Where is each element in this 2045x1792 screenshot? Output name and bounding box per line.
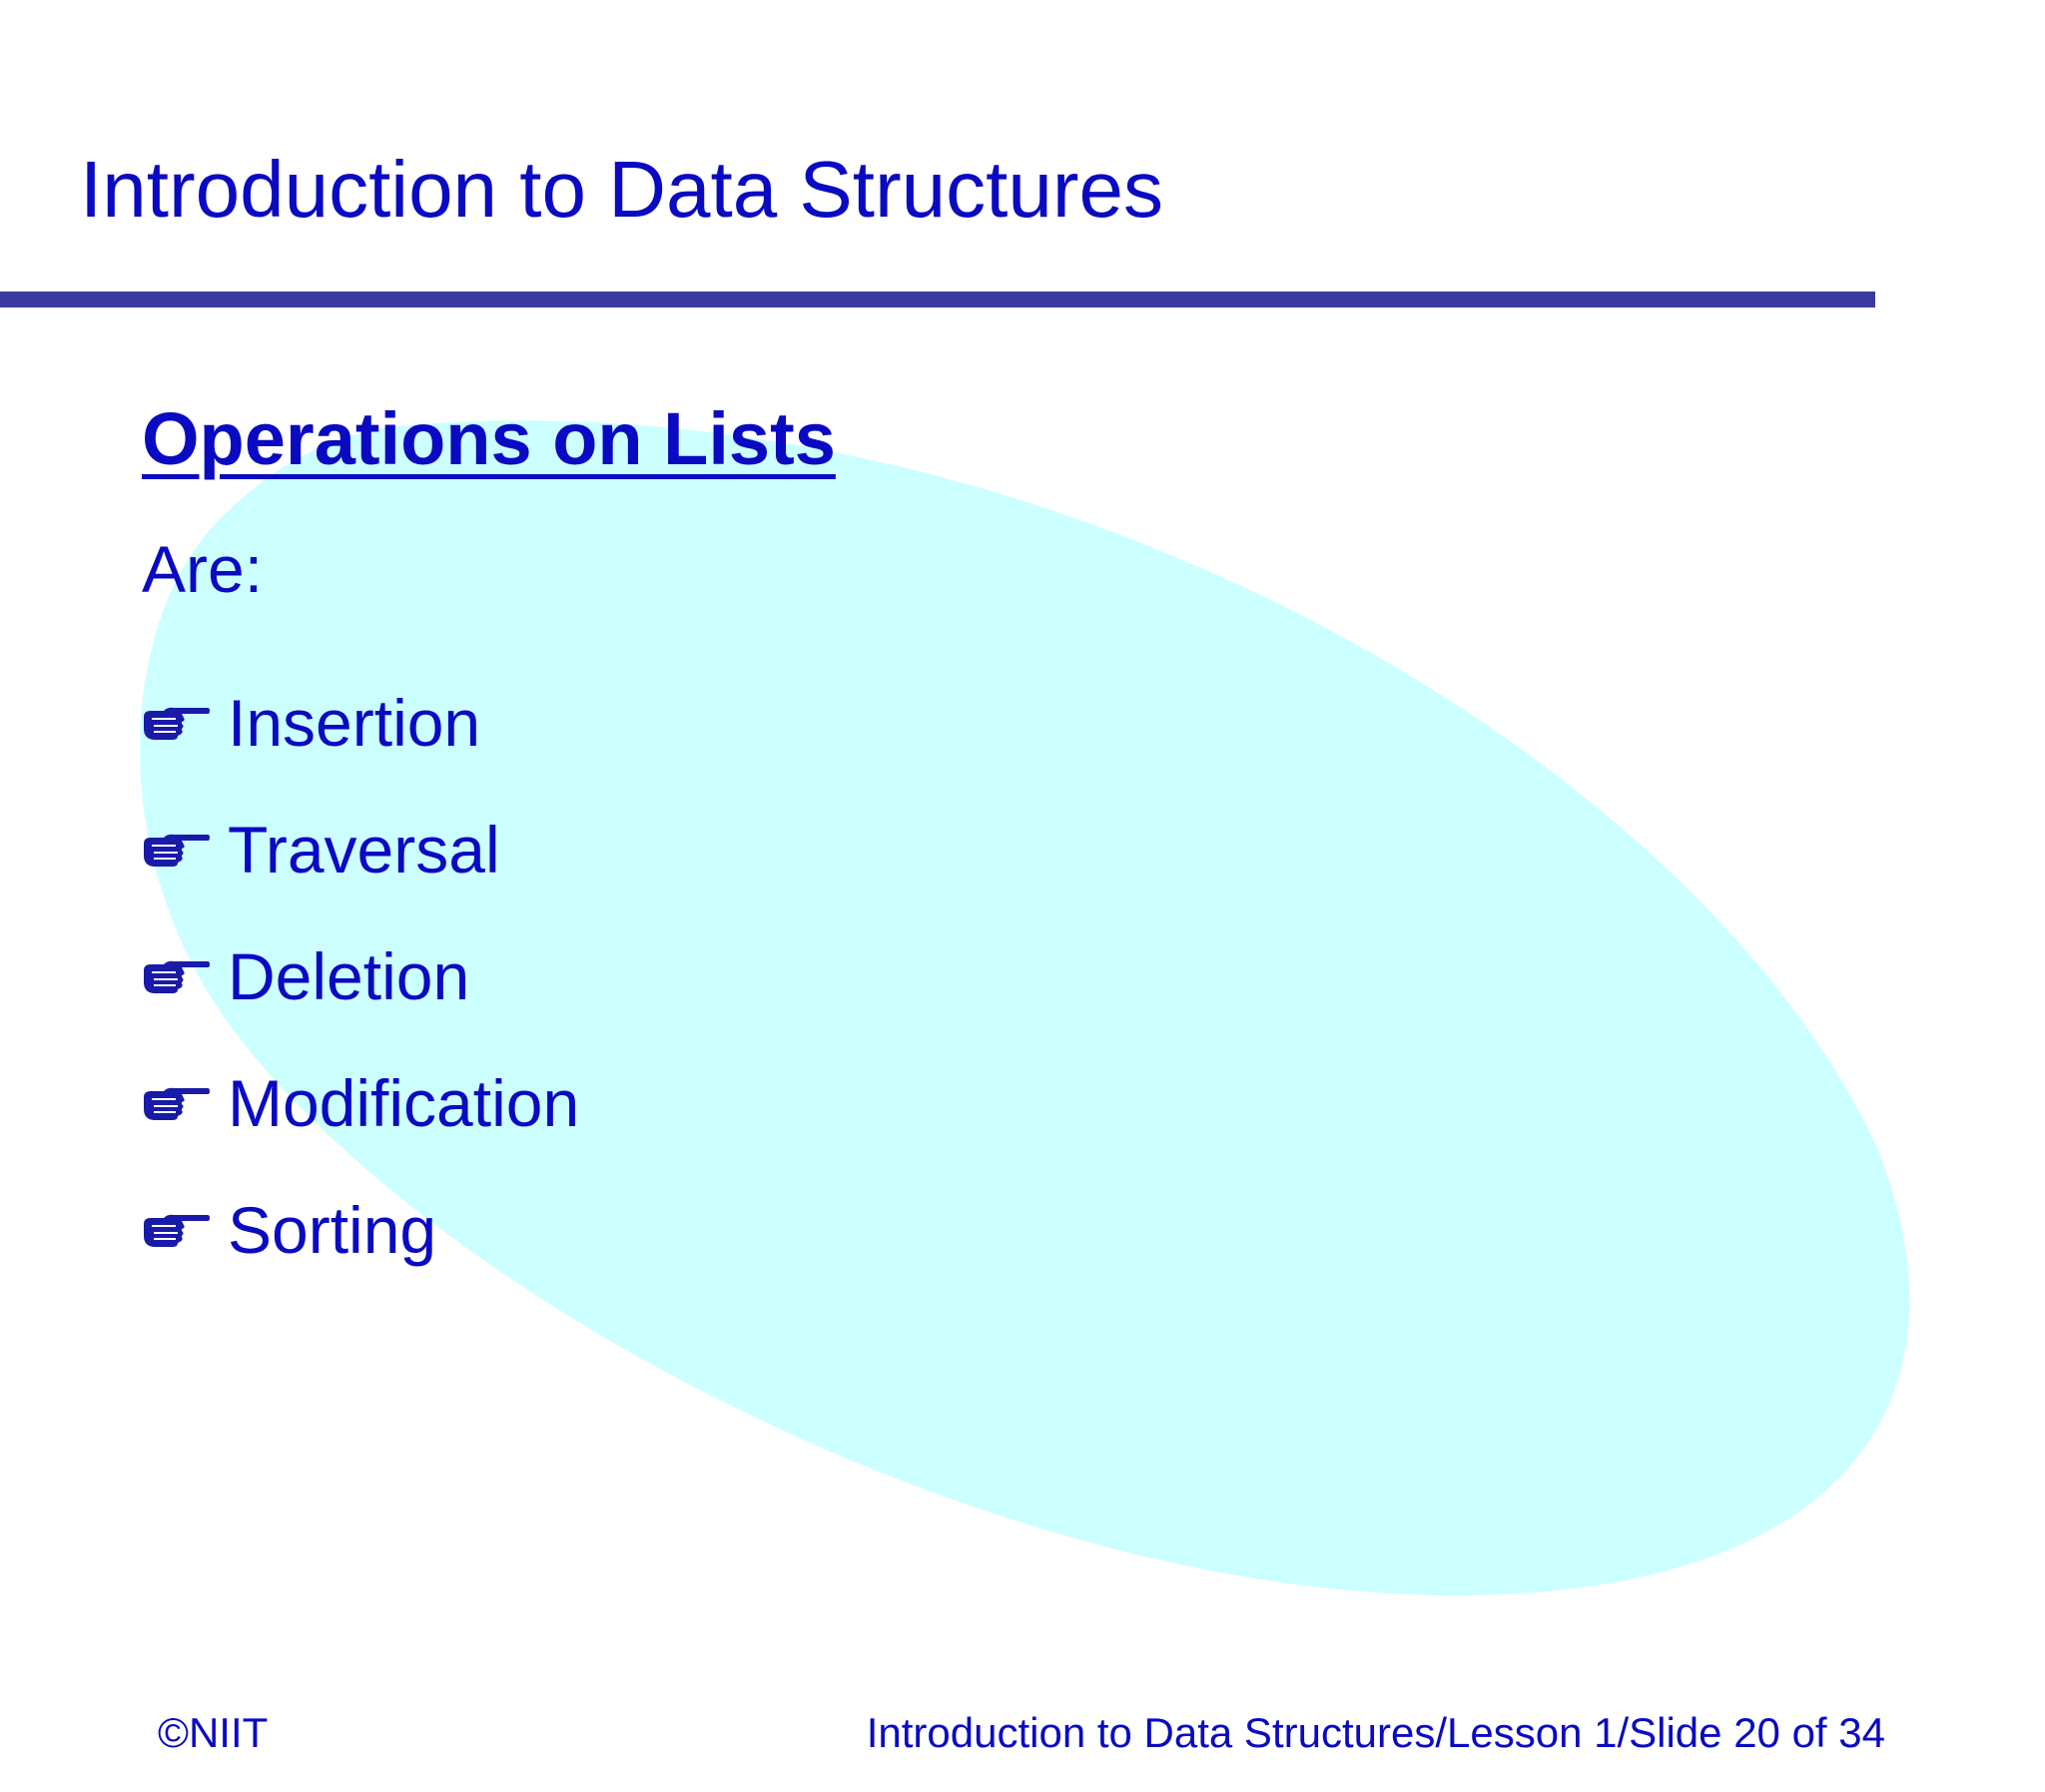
list-item-label: Traversal <box>228 812 500 887</box>
list-item-label: Insertion <box>228 685 481 760</box>
list-item <box>142 659 579 786</box>
pointing-hand-icon <box>142 1210 210 1250</box>
operations-list <box>142 659 579 1293</box>
list-item <box>142 1166 579 1293</box>
pointing-hand-icon <box>142 1083 210 1123</box>
list-item <box>142 786 579 912</box>
list-item <box>142 1039 579 1166</box>
pointing-hand-icon <box>142 956 210 996</box>
intro-text: Are: <box>142 532 264 606</box>
footer-copyright: ©NIIT <box>158 1709 269 1756</box>
title-divider <box>0 292 1875 307</box>
list-item <box>142 912 579 1039</box>
list-item-label: Sorting <box>228 1192 437 1267</box>
section-heading: Operations on Lists <box>142 397 836 480</box>
footer-slide-info: Introduction to Data Structures/Lesson 1/Slide 20 of 34 <box>866 1709 1885 1756</box>
page-title: Introduction to Data Structures <box>80 145 1163 234</box>
list-item-label: Modification <box>228 1065 580 1140</box>
pointing-hand-icon <box>142 830 210 870</box>
list-item-label: Deletion <box>228 938 470 1013</box>
pointing-hand-icon <box>142 703 210 743</box>
